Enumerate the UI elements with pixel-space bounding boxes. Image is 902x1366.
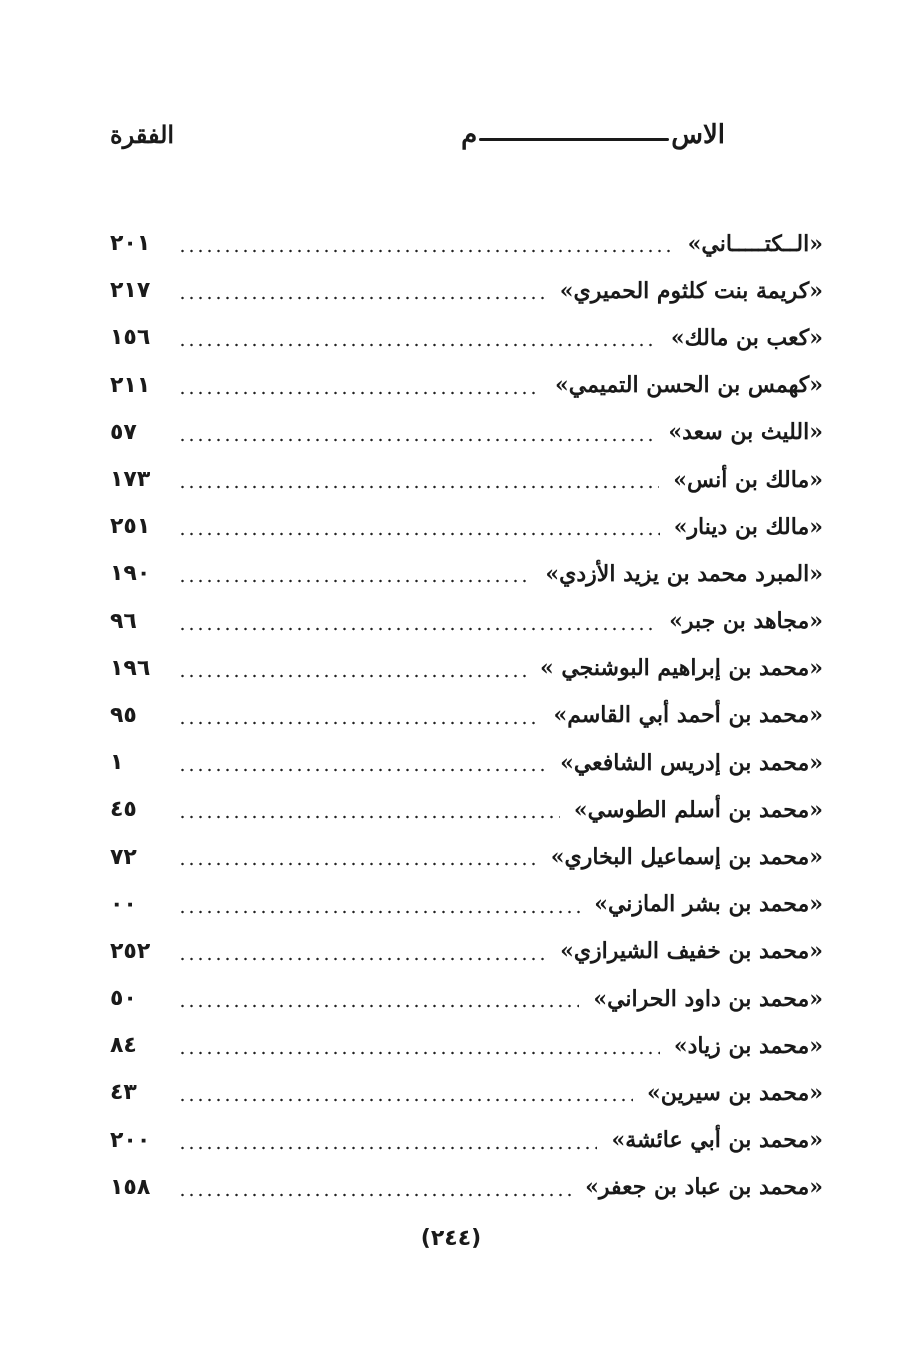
- index-entry-row: [100, 645, 835, 692]
- entry-name: «كريمة بنت كلثوم الحميري»: [559, 277, 823, 304]
- paragraph-number: ٢٠٠: [110, 1127, 151, 1153]
- entry-name: «المبرد محمد بن يزيد الأزدي»: [545, 560, 823, 587]
- index-entry-row: [100, 409, 835, 456]
- dot-leader: [178, 578, 531, 584]
- paragraph-number: ٢١٧: [110, 278, 151, 304]
- dot-leader: [178, 720, 539, 726]
- entry-name: «مجاهد بن جبر»: [669, 608, 823, 635]
- entry-name: «محمد بن زياد»: [673, 1032, 823, 1059]
- paragraph-number: ٩٦: [110, 608, 137, 634]
- dot-leader: [178, 248, 674, 254]
- index-entry-row: [100, 456, 835, 503]
- entry-name: «محمد بن عباد بن جعفر»: [585, 1174, 823, 1201]
- index-entry-row: [100, 267, 835, 314]
- paragraph-number: ٥٠: [110, 986, 137, 1012]
- dot-leader: [178, 956, 546, 962]
- entry-name: «محمد بن سيرين»: [646, 1079, 823, 1106]
- paragraph-number: ٢٠١: [110, 231, 151, 257]
- paragraph-number: ٢٥١: [110, 514, 151, 540]
- index-entry-row: [100, 692, 835, 739]
- entry-name: «محمد بن إسماعيل البخاري»: [550, 844, 823, 871]
- index-entry-row: [100, 928, 835, 975]
- dot-leader: [178, 390, 541, 396]
- paragraph-number: ١٩٦: [110, 655, 151, 681]
- dot-leader: [178, 861, 537, 867]
- entry-name: «محمد بن أحمد أبي القاسم»: [553, 702, 823, 729]
- dot-leader: [178, 295, 546, 301]
- dot-leader: [178, 626, 655, 632]
- paragraph-number: ١٥٦: [110, 325, 151, 351]
- paragraph-number: ١٧٣: [110, 467, 151, 493]
- index-entries: [100, 220, 835, 1211]
- index-entry-row: [100, 786, 835, 833]
- entry-name: «الليث بن سعد»: [668, 419, 823, 446]
- index-entry-row: [100, 362, 835, 409]
- index-entry-row: [100, 833, 835, 880]
- dot-leader: [178, 437, 654, 443]
- entry-name: «محمد بن أسلم الطوسي»: [573, 796, 823, 823]
- entry-name: «محمد بن أبي عائشة»: [611, 1127, 823, 1154]
- kashida-stretch: [479, 138, 669, 141]
- index-entry-row: [100, 881, 835, 928]
- entry-name: «مالك بن أنس»: [673, 466, 823, 493]
- paragraph-number: ١: [110, 750, 124, 776]
- paragraph-number: ٥٧: [110, 419, 137, 445]
- paragraph-number: ٩٥: [110, 702, 137, 728]
- index-entry-row: [100, 975, 835, 1022]
- paragraph-number: ٨٤: [110, 1033, 137, 1059]
- dot-leader: [178, 531, 660, 537]
- paragraph-number: ٢١١: [110, 372, 151, 398]
- index-entry-row: [100, 1117, 835, 1164]
- index-header: [100, 108, 835, 168]
- dot-leader: [178, 1145, 597, 1151]
- entry-name: «الــكتـــــاني»: [687, 230, 823, 257]
- name-column-header-end: م: [461, 120, 478, 150]
- dot-leader: [178, 342, 657, 348]
- paragraph-number: ١٥٨: [110, 1174, 151, 1200]
- page-number: (٢٤٤): [420, 1226, 482, 1251]
- entry-name: «محمد بن بشر المازني»: [594, 891, 823, 918]
- index-entry-row: [100, 503, 835, 550]
- entry-name: «مالك بن دينار»: [673, 513, 823, 540]
- index-entry-row: [100, 1022, 835, 1069]
- index-entry-row: [100, 220, 835, 267]
- paragraph-column-header: الفقرة: [110, 120, 175, 149]
- index-entry-row: [100, 550, 835, 597]
- entry-name: «كعب بن مالك»: [670, 324, 823, 351]
- paragraph-number: ٤٥: [110, 797, 137, 823]
- paragraph-number: ٤٣: [110, 1080, 137, 1106]
- index-entry-row: [100, 314, 835, 361]
- dot-leader: [178, 814, 560, 820]
- index-entry-row: [100, 739, 835, 786]
- entry-name: «محمد بن إبراهيم البوشنجي »: [539, 655, 823, 682]
- dot-leader: [178, 1097, 633, 1103]
- paragraph-number: ١٩٠: [110, 561, 151, 587]
- index-entry-row: [100, 598, 835, 645]
- dot-leader: [178, 909, 580, 915]
- paragraph-number: ٧٢: [110, 844, 137, 870]
- dot-leader: [178, 1050, 660, 1056]
- dot-leader: [178, 484, 659, 490]
- dot-leader: [178, 1192, 571, 1198]
- paragraph-number: ٢٥٢: [110, 938, 151, 964]
- entry-name: «محمد بن إدريس الشافعي»: [560, 749, 823, 776]
- dot-leader: [178, 673, 526, 679]
- index-entry-row: [100, 1069, 835, 1116]
- name-column-header-start: الاس: [671, 120, 725, 150]
- dot-leader: [178, 767, 546, 773]
- entry-name: «كهمس بن الحسن التميمي»: [555, 372, 823, 399]
- index-entry-row: [100, 1164, 835, 1211]
- dot-leader: [178, 1003, 579, 1009]
- entry-name: «محمد بن خفيف الشيرازي»: [560, 938, 823, 965]
- name-column-header: [461, 120, 725, 150]
- entry-name: «محمد بن داود الحراني»: [593, 985, 823, 1012]
- paragraph-number: ٠٠: [110, 891, 137, 917]
